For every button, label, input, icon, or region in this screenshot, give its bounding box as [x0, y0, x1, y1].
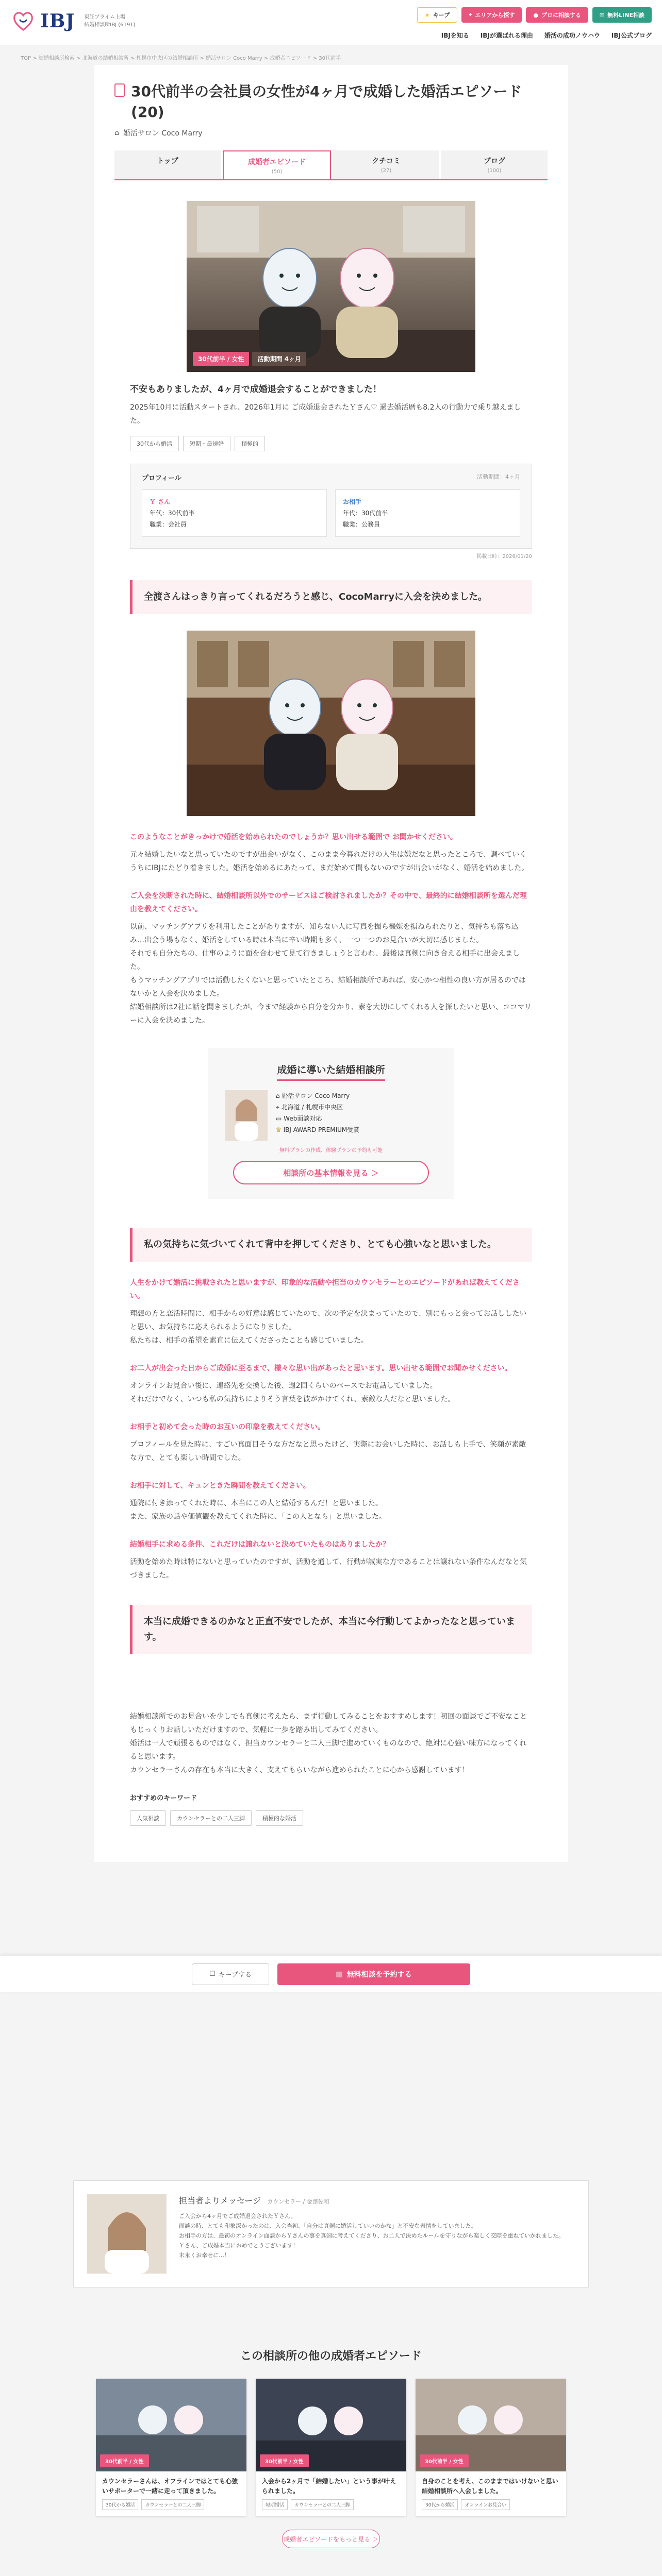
section-heading-3: 本当に成婚できるのかなと正直不安でしたが、本当に今行動してよかったなと思っています。 [130, 1605, 532, 1654]
answer-1: 元々結婚したいなと思っていたのですが出会いがなく、このまま今暮れだけの人生は嫌だなと思ったところで、調べていくうちにIBJにたどり着きました。婚活を始めるにあたって、まだ始めて間もないのですが出会いがなく、婚活を始めました。 [130, 851, 529, 872]
card-chip: 短期婚活 [262, 2499, 288, 2510]
profile-box [130, 464, 532, 549]
chip[interactable]: 短期・最速婚 [183, 436, 230, 451]
episode-intro: 2025年10月に活動スタートされ、2026年1月に ご成婚退会されたＹさん♡ 過去婚活暦も8.2人の行動力で乗り越えました。 [130, 403, 521, 425]
answer-4: オンラインお見合い後に、連絡先を交換した後、週2回くらいのペースでお電話していました。 それだけでなく、いつも私の気持ちによりそう言葉を彼がかけてくれ、素敵な人だなと思いました。 [130, 1382, 455, 1403]
person-icon: ● [533, 11, 538, 19]
episode-card-photo [416, 2379, 566, 2471]
chip[interactable]: 30代から婚活 [130, 436, 179, 451]
couple-photo-2 [187, 631, 475, 816]
answer-5: プロフィールを見た時に、すごい真面目そうな方だなと思ったけど、実際にお会いした時に、お話しも上手で、笑顔が素敵な方で、とても楽しい時間でした。 [130, 1440, 526, 1462]
sticky-action-bar [0, 1956, 662, 1992]
period-tag: 活動期間 4ヶ月 [252, 352, 306, 366]
more-episodes-button[interactable]: 成婚者エピソードをもっと見る ＞ [282, 2530, 380, 2548]
episode-card-photo [256, 2379, 406, 2471]
nav-about[interactable]: IBJを知る [441, 32, 469, 39]
heart-logo-icon [11, 9, 35, 33]
message-sub: カウンセラー / 金澤佐和 [267, 2198, 329, 2205]
agency-web: ▭ Web面談対応 [276, 1115, 322, 1122]
male-profile-card: お相手 年代：30代前半 職業：公務員 [335, 489, 520, 537]
house-icon: ⌂ [276, 1092, 282, 1099]
episode-lead: 不安もありましたが、4ヶ月で成婚退会することができました！ [130, 384, 382, 395]
episode-card-photo [96, 2379, 246, 2471]
card-title: 自身のことを考え、このままではいけないと思い結婚相談所へ入会しました。 [422, 2478, 558, 2495]
monitor-icon: ▭ [276, 1115, 284, 1122]
question-5: お相手と初めて会った時のお互いの印象を教えてください。 [130, 1423, 325, 1431]
card-chip: オンラインお見合い [461, 2499, 510, 2510]
message-text: ご入会から4ヶ月でご成婚退会されたＹさん。 面談の時、とても印象深かったのは、入会当初、「自分は真剣に婚活していいのかな」と不安な表情をしていました。 お相手の方は、最初のオンライン面談からＹさんの事を真剣に考えてくださり、お二人で決めたルールを守りながら楽しく交際を重ねていかれました。 Ｙさん、ご成婚本当におめでとうございます！ 末永くお幸せに…！ [179, 2213, 565, 2259]
pin-icon: ⌖ [276, 1104, 282, 1111]
question-7: 結婚相手に求める条件、これだけは譲れないと決めていたものはありましたか？ [130, 1540, 390, 1549]
counselor-message [73, 2180, 589, 2287]
section-heading-2: 私の気持ちに気づいてくれて背中を押してくださり、とても心強いなと思いました。 [130, 1228, 532, 1262]
tab-episodes[interactable]: 成婚者エピソード (50) [223, 150, 331, 179]
other-episodes-title: この相談所の他の成婚者エピソード [240, 2350, 422, 2363]
counselor-photo [225, 1090, 268, 1141]
logo-text: IBJ [40, 10, 75, 32]
female-name: Ｙ さん [150, 498, 171, 505]
question-6: お相手に対して、キュンときた瞬間を教えてください。 [130, 1482, 310, 1490]
consult-button[interactable]: ● プロに相談する [526, 7, 588, 23]
card-title: 入会から2ヶ月で「結婚したい」という事が叶えられました。 [262, 2478, 396, 2495]
card-tag: 30代前半 / 女性 [100, 2454, 149, 2467]
other-episodes-section [0, 2347, 662, 2548]
answer-3: 理想の方と恋活時間に、相手からの好意は感じていたので、次の予定を決まっていたので、別にもっと会ってお話ししたいと思い、お気持ちに応えられるようになりました。 私たちは、相手の希望を素直に伝えてくださったことも感じていました。 [130, 1310, 527, 1345]
counselor-photo [87, 2194, 167, 2274]
chat-icon: ✉ [599, 11, 605, 19]
ibj-logo[interactable] [11, 9, 136, 33]
question-3: 人生をかけて婚活に挑戦されたと思いますが、印象的な活動や担当のカウンセラーとのエピソードがあれば教えてください。 [130, 1279, 520, 1300]
episode-card[interactable] [256, 2379, 406, 2516]
female-profile-card: Ｙ さん 年代：30代前半 職業：会社員 [142, 489, 327, 537]
house-icon: ⌂ [114, 129, 119, 137]
salon-link[interactable]: ⌂ 婚活サロン Coco Marry [114, 129, 203, 138]
question-2: ご入会を決断された時に、結婚相談所以外でのサービスはご検討されましたか？その中で、最終的に結婚相談所を選んだ理由を教えてください。 [130, 892, 527, 913]
episode-card[interactable] [96, 2379, 246, 2516]
question-1: このようなことがきっかけで婚活を始められたのでしょうか？思い出せる範囲で お聞かせください。 [130, 833, 457, 841]
updated-date: 掲載日時：2026/01/20 [476, 554, 532, 560]
chip[interactable]: 積極的 [235, 436, 265, 451]
keyword-chip[interactable]: カウンセラーとの二人三脚 [170, 1810, 252, 1826]
profile-heading: プロフィール [142, 474, 181, 482]
agency-box [208, 1048, 454, 1199]
tab-blog[interactable]: ブログ (100) [441, 150, 548, 179]
profile-date: 活動期間：4ヶ月 [477, 473, 520, 480]
card-title: カウンセラーさんは、オフラインではとても心強いサポーターで一緒に走って頂きました。 [102, 2478, 238, 2495]
keep-agency-button[interactable]: ☐ キープする [192, 1963, 269, 1985]
keyword-chips [130, 436, 532, 451]
article-container [94, 65, 568, 1862]
nav-knowhow[interactable]: 婚活の成功ノウハウ [544, 32, 600, 39]
question-4: お二人が出会った日からご成婚に至るまで、様々な思い出があったと思います。思い出せる範囲でお聞かせください。 [130, 1364, 512, 1372]
section-heading-1: 全渡さんはっきり言ってくれるだろうと感じ、CocoMarryに入会を決めました。 [130, 580, 532, 614]
answer-6: 通院に付き添ってくれた時に、本当にこの人と結婚するんだ！と思いました。 また、家族の話や価値観を教えてくれた時に、「この人となら」と思いました。 [130, 1499, 386, 1521]
nav-blog[interactable]: IBJ公式ブログ [611, 32, 652, 39]
pin-icon: ⌖ [469, 11, 472, 18]
keyword-chip[interactable]: 人気相談 [130, 1810, 166, 1826]
answer-2: 以前、マッチングアプリを利用したことがありますが、知らない人に写真を撮ら機嫌を損ねられたりと、気持ちも落ち込み…出会う場もなく、婚活をしている時は本当に辛い時期も多く、一つ一つのお見合いが大切に感じました。 それでも自分たちの、仕事のように面を合わせて見て行きましょうと言われ、最後は真剣に向き合える相手に出会えました。 もうマッチングアプリでは活動したくないと思っていたところ、結婚相談所であれば、安心かつ相性の良い方が居るのではないかと入会を決めました。 結婚相談所は2社に話を聞きましたが、今まで経験から自分を分かり、素を大切にしてくれる人を探したいと思い、ココマリーに入会を決めました。 [130, 923, 532, 1025]
answer-7: 活動を始めた時は特にないと思っていたのですが、活動を通して、行動が誠実な方であることは譲れない条件なんだなと気づきました。 [130, 1558, 527, 1580]
star-icon: ★ [424, 11, 430, 19]
agency-note: 無料プランの作成、体験プランの予約も可能 [279, 1148, 383, 1154]
checkbox-icon: ☐ [209, 1970, 216, 1978]
card-tag: 30代前半 / 女性 [420, 2454, 469, 2467]
line-consult-button[interactable]: ✉ 無料LINE相談 [592, 7, 652, 23]
keep-button[interactable]: ★ キープ [417, 7, 457, 23]
area-search-button[interactable]: ⌖ エリアから探す [461, 7, 522, 23]
agency-area: ⌖ 北海道 / 札幌市中央区 [276, 1104, 343, 1111]
award-icon: ♛ [276, 1126, 284, 1133]
agency-detail-button[interactable]: 相談所の基本情報を見る ＞ [233, 1161, 429, 1184]
nav-reasons[interactable]: IBJが選ばれる理由 [480, 32, 533, 39]
message-title: 担当者よりメッセージ [179, 2196, 261, 2206]
reserve-consult-button[interactable]: ▦ 無料相談を予約する [277, 1963, 470, 1985]
tab-top[interactable]: トップ [114, 150, 221, 179]
breadcrumb[interactable]: TOP > 結婚相談所検索 > 北海道の結婚相談所 > 札幌市中央区の結婚相談所 > 婚活サロン Coco Marry > 成婚者エピソード > 30代前半 [21, 56, 341, 61]
card-chip: カウンセラーとの二人三脚 [291, 2499, 354, 2510]
keyword-chip[interactable]: 積極的な婚活 [256, 1810, 303, 1826]
tab-bar [114, 150, 548, 180]
male-name: お相手 [343, 498, 362, 505]
calendar-icon: ▦ [336, 1970, 343, 1978]
page-title: 30代前半の会社員の女性が4ヶ月で成婚した婚活エピソード(20) [131, 83, 522, 121]
card-chip: 30代から婚活 [422, 2499, 458, 2510]
agency-award: ♛ IBJ AWARD PREMIUM受賞 [276, 1126, 360, 1133]
card-tag: 30代前半 / 女性 [260, 2454, 309, 2467]
header-nav [311, 31, 652, 40]
closing-text: 結婚相談所でのお見合いを少しでも真剣に考えたら、まず行動してみることをおすすめします！初回の面談でご不安なこともじっくりお話しいただけますので、気軽に一歩を踏み出してみてください。 婚活は一人で頑張るものではなく、担当カウンセラーと二人三脚で進めていくものなので、絶対に心強い味方になってくれると思います。 カウンセラーさんの存在も本当に大きく、支えてもらいながら進められたことに心から感謝しています！ [130, 1713, 527, 1774]
card-chip: カウンセラーとの二人三脚 [141, 2499, 204, 2510]
keywords-label: おすすめのキーワード [130, 1794, 197, 1802]
card-chip: 30代から婚活 [102, 2499, 138, 2510]
document-icon [114, 83, 125, 97]
site-header [0, 0, 662, 45]
agency-box-title: 成婚に導いた結婚相談所 [277, 1062, 385, 1081]
agency-name[interactable]: ⌂ 婚活サロン Coco Marry [276, 1092, 350, 1099]
episode-card[interactable] [416, 2379, 566, 2516]
couple-photo [187, 201, 475, 372]
logo-subtitle: 東証プライム上場 結婚相談所IBJ (6191) [84, 14, 136, 28]
tab-reviews[interactable]: クチコミ (27) [333, 150, 439, 179]
age-gender-tag: 30代前半 / 女性 [193, 352, 249, 366]
